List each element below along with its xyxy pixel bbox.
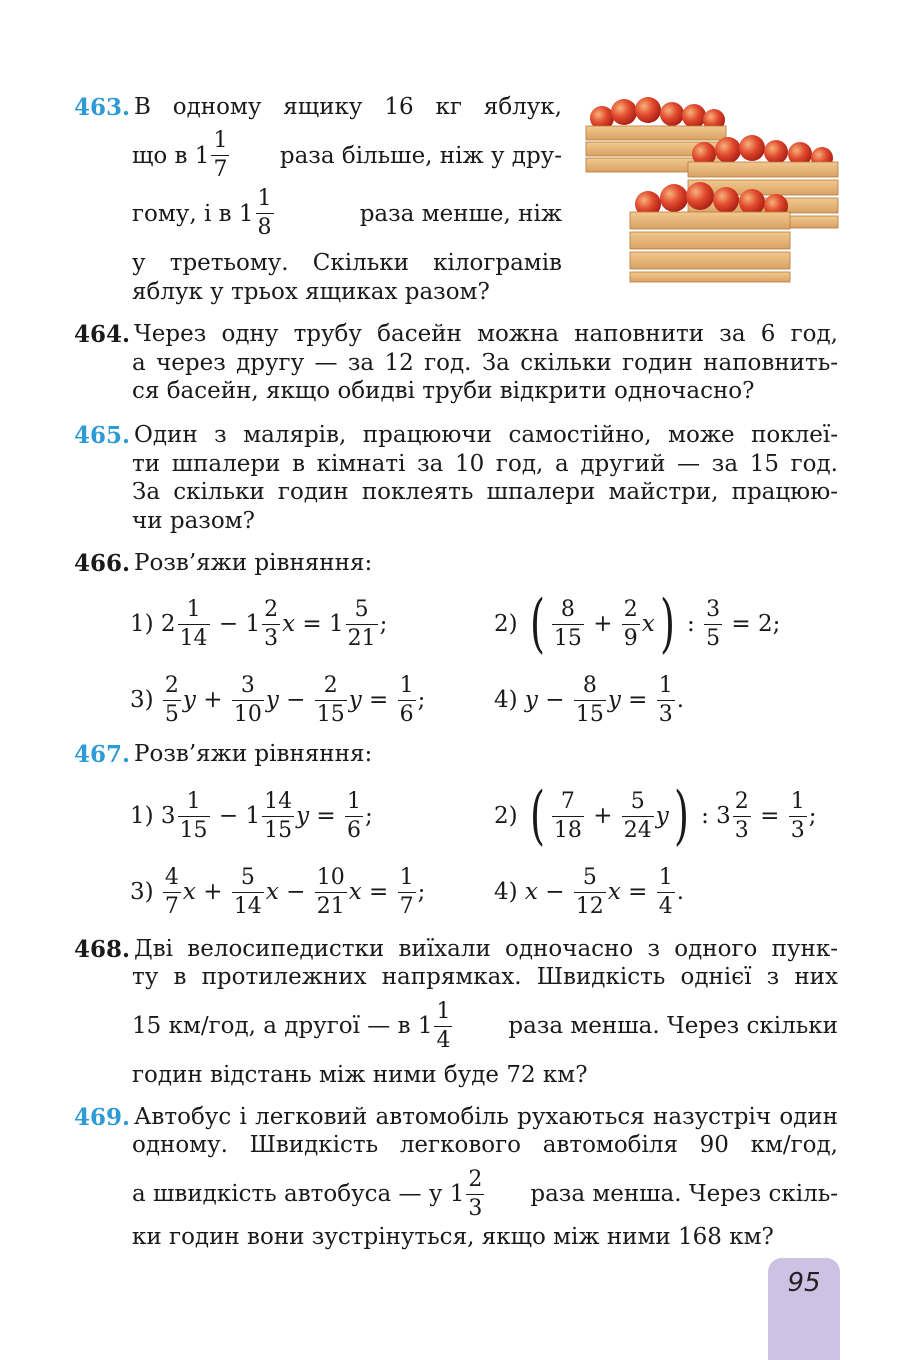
- problem-469-line-1: Автобус і легковий автомобіль рухаються назустріч один: [134, 1104, 838, 1130]
- fraction-numerator: 2: [466, 1169, 484, 1195]
- fraction: $\frac{4}{7}$: [164, 864, 179, 919]
- equation-466-3: 3) $\frac{2}{5}$ y + $\frac{3}{10}$ y − $\frac{2}{15}$ y = $\frac{1}{6}$ ;: [130, 672, 426, 727]
- fraction: $\frac{2}{15}$: [316, 672, 345, 727]
- fraction: $\frac{2}{5}$: [164, 672, 179, 727]
- fraction-numerator: 1: [211, 130, 229, 156]
- fraction: [466, 1166, 484, 1221]
- text: раза більше, ніж у дру-: [279, 142, 562, 169]
- equation-466-4: 4) y − $\frac{8}{15}$ y = $\frac{1}{3}$ .: [494, 672, 685, 727]
- page-number-tab: [768, 1258, 840, 1360]
- equation-467-1: 1) 3 $\frac{1}{15}$ − 1 $\frac{14}{15}$ y = $\frac{1}{6}$ ;: [130, 788, 373, 843]
- fraction: $\frac{5}{21}$: [347, 596, 376, 651]
- fraction: $\frac{1}{6}$: [347, 788, 361, 843]
- problem-464-line-3: ся басейн, якщо обидві труби відкрити одночасно?: [132, 378, 755, 404]
- fraction-numerator: 1: [256, 188, 274, 214]
- fraction: $\frac{10}{21}$: [316, 864, 345, 919]
- problem-463-line-4: у третьому. Скільки кілограмів: [132, 250, 562, 276]
- page-number: 95: [787, 1268, 821, 1298]
- equation-467-3: 3) $\frac{4}{7}$ x + $\frac{5}{14}$ x − $\frac{10}{21}$ x = $\frac{1}{7}$ ;: [130, 864, 426, 919]
- fraction: $\frac{5}{14}$: [233, 864, 262, 919]
- problem-465-line-1: Один з малярів, працюючи самостійно, може поклеї-: [134, 422, 838, 448]
- problem-468-line-4: годин відстань між ними буде 72 км?: [132, 1062, 588, 1088]
- problem-465-line-3: За скільки годин поклеять шпалери майстри, працюю-: [132, 479, 838, 505]
- text: а швидкість автобуса — у 1: [132, 1181, 465, 1207]
- fraction: $\frac{1}{3}$: [658, 672, 673, 727]
- fraction: $\frac{2}{9}$: [623, 596, 638, 651]
- fraction-denominator: 8: [257, 215, 272, 240]
- problem-number-466: 466.: [74, 550, 131, 577]
- fraction: $\frac{3}{10}$: [233, 672, 262, 727]
- fraction: $\frac{3}{5}$: [706, 596, 721, 651]
- problem-463-line-1: В одному ящику 16 кг яблук,: [134, 94, 562, 120]
- fraction: $\frac{8}{15}$: [575, 672, 604, 727]
- problem-463-line-5: яблук у трьох ящиках разом?: [132, 279, 490, 305]
- fraction: $\frac{14}{15}$: [264, 788, 293, 843]
- fraction: $\frac{1}{7}$: [399, 864, 414, 919]
- fraction: [256, 188, 274, 239]
- problem-465-line-2: ти шпалери в кімнаті за 10 год, а другий — за 15 год.: [132, 451, 838, 477]
- problem-463-line-3: [132, 188, 562, 239]
- equation-467-2: 2) ( $\frac{7}{18}$ + $\frac{5}{24}$ y ) : 3 $\frac{2}{3}$ = $\frac{1}{3}$ ;: [494, 779, 817, 853]
- problem-468-line-2: ту в протилежних напрямках. Швидкість однієї з них: [132, 964, 838, 990]
- problem-465-line-4: чи разом?: [132, 508, 255, 534]
- problem-number-468: 468.: [74, 936, 131, 963]
- fraction: $\frac{1}{4}$: [658, 864, 673, 919]
- fraction: $\frac{5}{24}$: [623, 788, 652, 843]
- text: раза менше, ніж: [359, 200, 562, 227]
- problem-466-title: Розв’яжи рівняння:: [134, 550, 373, 576]
- problem-number-463: 463.: [74, 94, 131, 121]
- fraction: $\frac{8}{15}$: [553, 596, 582, 651]
- problem-469-line-3: [132, 1164, 838, 1224]
- text: раза менша. Через скіль-: [530, 1181, 838, 1207]
- text: раза менша. Через скільки: [508, 1013, 838, 1039]
- problem-464-line-1: Через одну трубу басейн можна наповнити за 6 год,: [134, 321, 838, 347]
- fraction: $\frac{2}{3}$: [734, 788, 749, 843]
- problem-463-line-2: [132, 130, 562, 181]
- equation-466-2: 2) ( $\frac{8}{15}$ + $\frac{2}{9}$ x ) : $\frac{3}{5}$ = 2;: [494, 587, 781, 661]
- problem-number-465: 465.: [74, 422, 131, 449]
- fraction: $\frac{1}{15}$: [179, 788, 208, 843]
- problem-number-464: 464.: [74, 321, 131, 348]
- text: що в 1: [132, 142, 210, 169]
- problem-number-467: 467.: [74, 741, 131, 768]
- problem-number-469: 469.: [74, 1104, 131, 1131]
- fraction-numerator: 1: [434, 1001, 452, 1027]
- problem-468-line-1: Дві велосипедистки виїхали одночасно з одного пунк-: [134, 936, 838, 962]
- fraction: $\frac{1}{6}$: [399, 672, 414, 727]
- fraction-denominator: 7: [213, 157, 228, 182]
- problem-469-line-4: ки годин вони зустрінуться, якщо між ними 168 км?: [132, 1224, 774, 1250]
- fraction: $\frac{7}{18}$: [553, 788, 582, 843]
- fraction: $\frac{2}{3}$: [264, 596, 279, 651]
- problem-468-line-3: [132, 996, 838, 1056]
- fraction: [211, 130, 229, 181]
- problem-467-title: Розв’яжи рівняння:: [134, 741, 373, 767]
- fraction-denominator: 3: [468, 1195, 483, 1221]
- problem-469-line-2: одному. Швидкість легкового автомобіля 90 км/год,: [132, 1132, 838, 1158]
- fraction: $\frac{1}{14}$: [179, 596, 208, 651]
- apple-crates-icon: [582, 96, 842, 284]
- fraction: [434, 998, 452, 1053]
- text: 15 км/год, а другої — в 1: [132, 1013, 433, 1039]
- fraction: $\frac{5}{12}$: [575, 864, 604, 919]
- problem-464-line-2: а через другу — за 12 год. За скільки годин наповнить-: [132, 350, 838, 376]
- equation-466-1: 1) 2 $\frac{1}{14}$ − 1 $\frac{2}{3}$ x = 1 $\frac{5}{21}$ ;: [130, 596, 388, 651]
- fraction-denominator: 4: [436, 1027, 451, 1053]
- equation-467-4: 4) x − $\frac{5}{12}$ x = $\frac{1}{4}$ .: [494, 864, 685, 919]
- fraction: $\frac{1}{3}$: [790, 788, 805, 843]
- text: гому, і в 1: [132, 200, 254, 227]
